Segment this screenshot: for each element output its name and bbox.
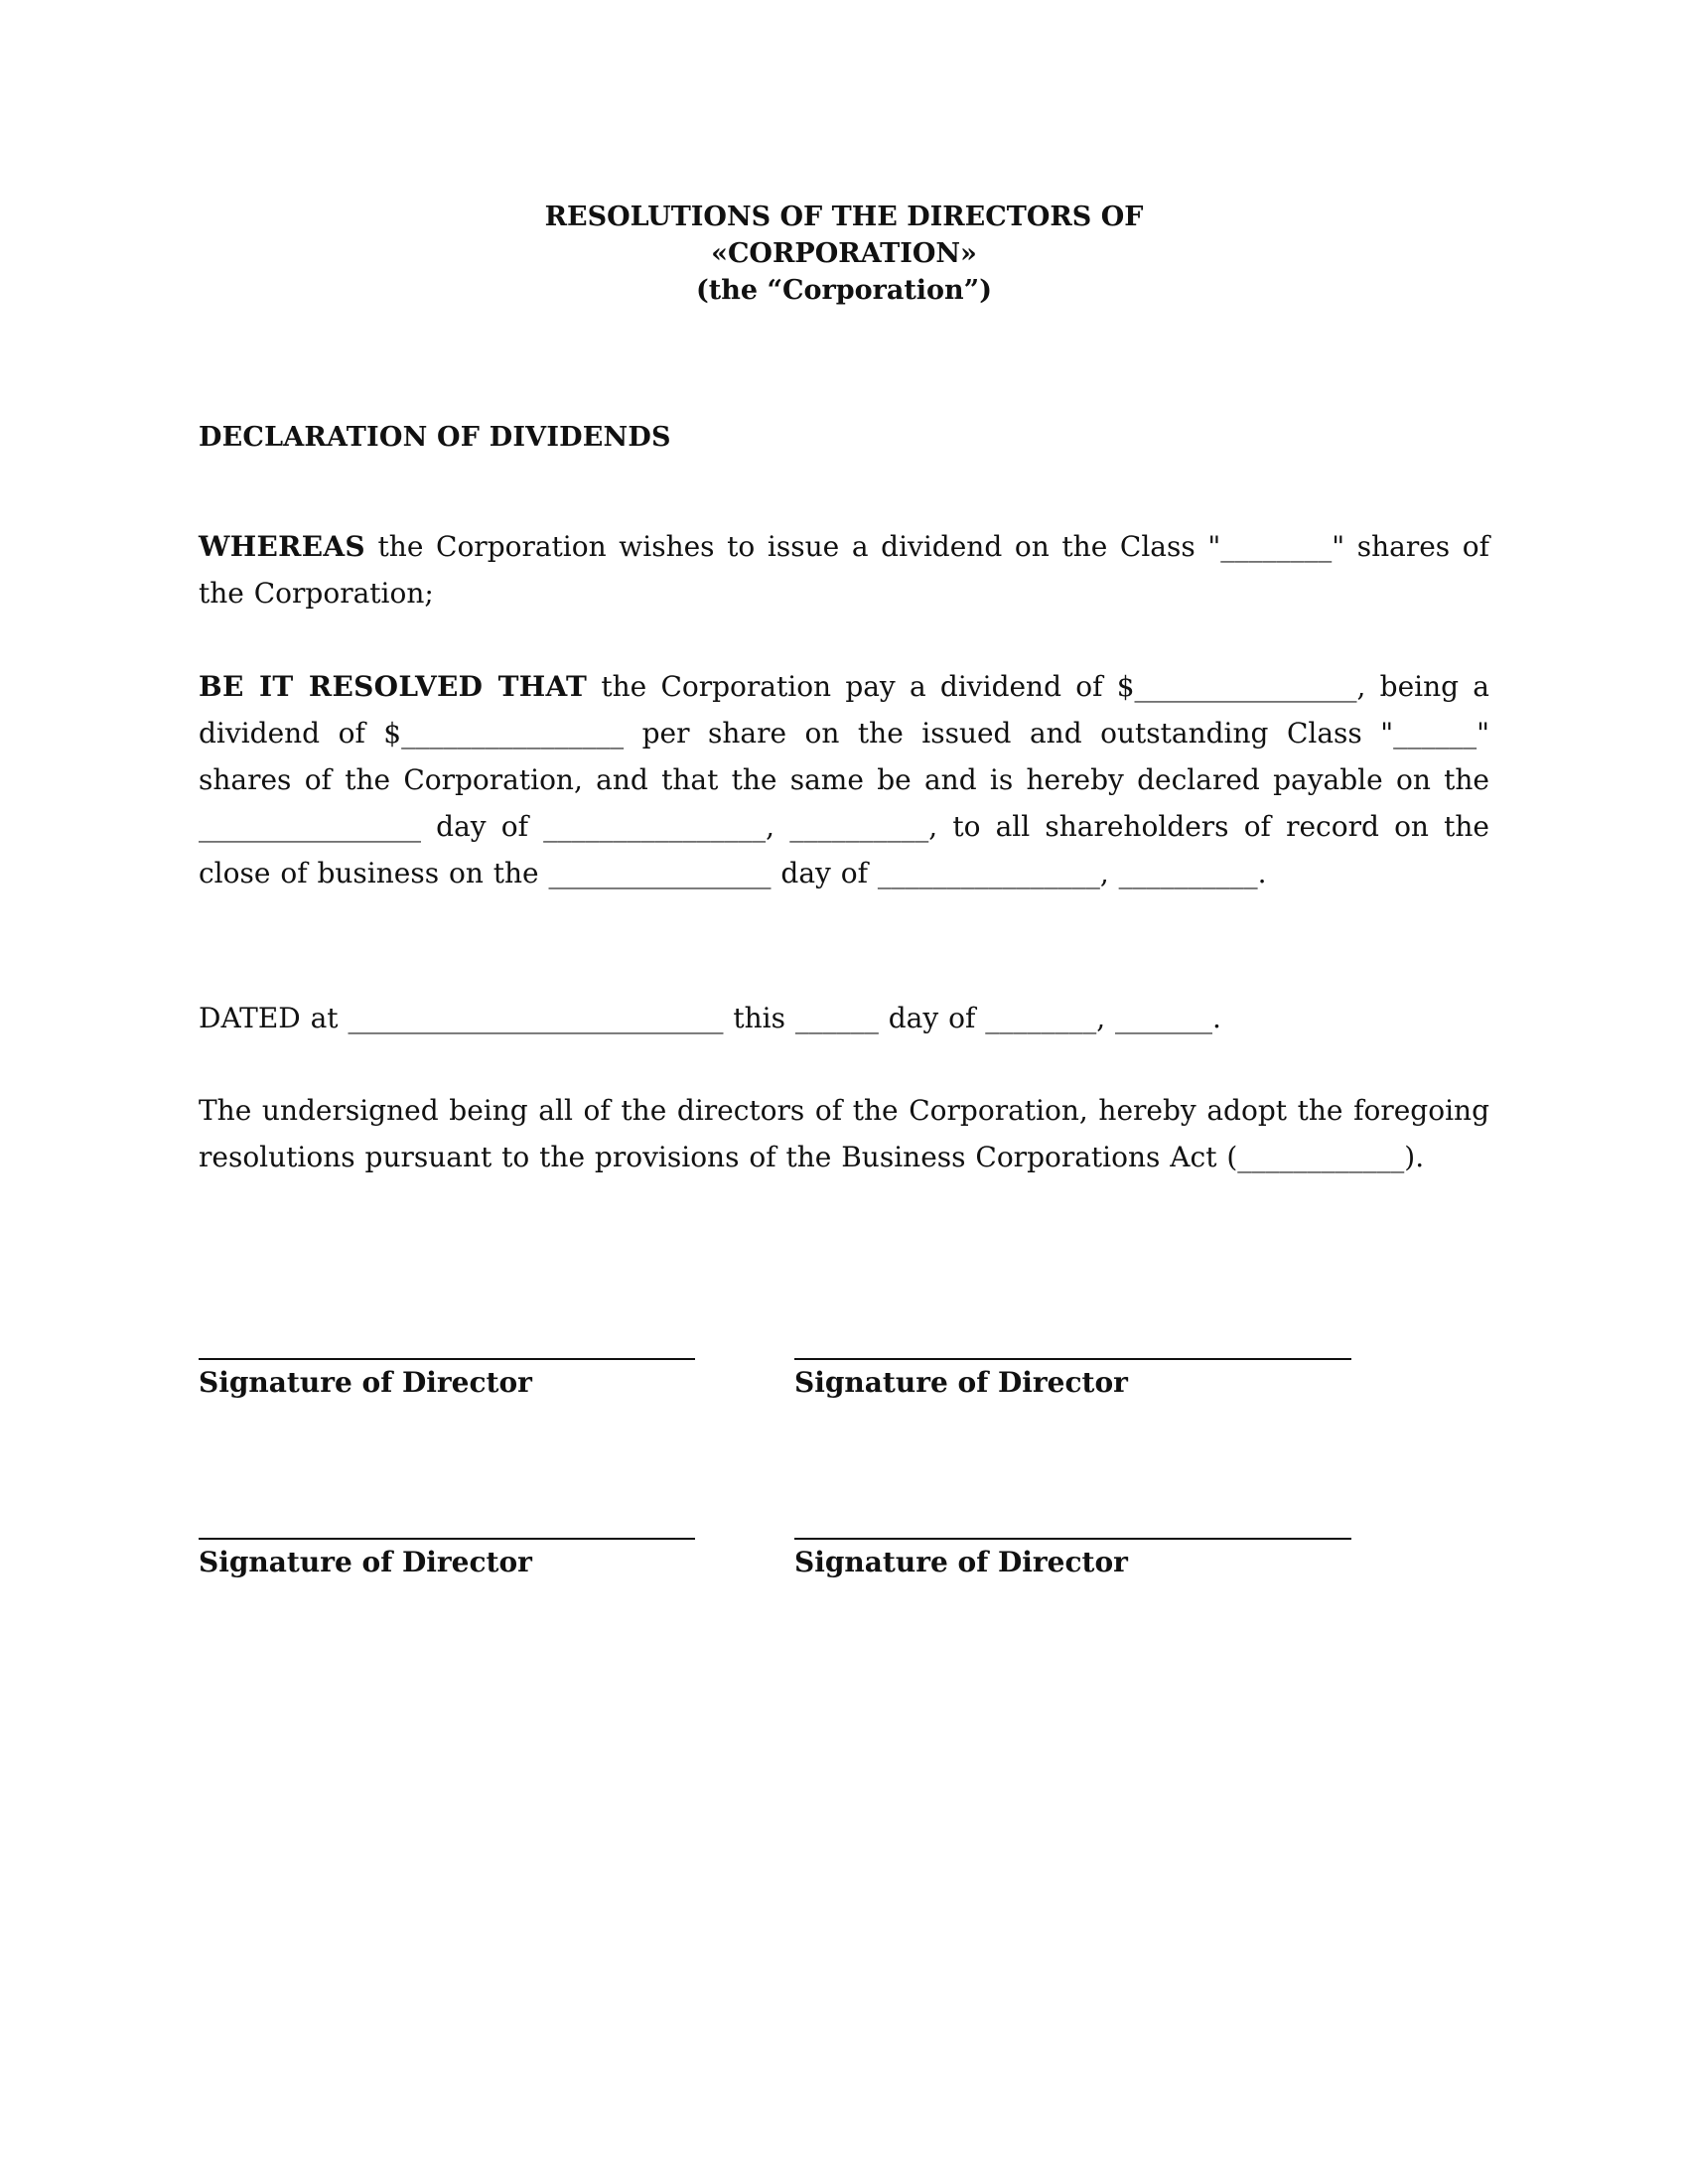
signature-label: Signature of Director [794,1366,1128,1399]
document-page [199,0,1489,2184]
title-line-1: RESOLUTIONS OF THE DIRECTORS OF [544,202,1144,232]
signature-label: Signature of Director [199,1546,532,1578]
resolved-keyword: BE IT RESOLVED THAT [199,670,588,703]
signature-block [199,1358,695,1402]
title-line-3: (the “Corporation”) [696,275,992,306]
signature-block [794,1538,1351,1581]
dated-line: DATED at ___________________________ this ______ day of ________, _______. [199,1002,1221,1034]
signature-label: Signature of Director [199,1366,532,1399]
section-heading: DECLARATION OF DIVIDENDS [199,422,671,453]
document-title [199,199,1489,309]
resolved-text: the Corporation pay a dividend of $________________, being a dividend of $________________ per share on the issued and outstanding Class "______" shares of the Corporation, and that the same be and is hereby declared payable on the ________________ day of ________________, __________, to all shareholders of record on the close of business on the ________________ day of ________________, __________. [199,670,1489,889]
title-line-2: «CORPORATION» [711,238,977,269]
signature-line [199,1358,695,1360]
signature-line [199,1538,695,1540]
signature-block [794,1358,1351,1402]
whereas-text: the Corporation wishes to issue a dividend on the Class "________" shares of the Corporation; [199,530,1489,610]
signature-label: Signature of Director [794,1546,1128,1578]
signature-line [794,1358,1351,1360]
resolved-paragraph [199,663,1489,896]
signature-block [199,1538,695,1581]
undersigned-paragraph: The undersigned being all of the directors of the Corporation, hereby adopt the foregoing resolutions pursuant to the provisions of the Business Corporations Act (____________). [199,1094,1489,1173]
whereas-paragraph [199,523,1489,616]
whereas-keyword: WHEREAS [199,530,365,563]
signature-line [794,1538,1351,1540]
